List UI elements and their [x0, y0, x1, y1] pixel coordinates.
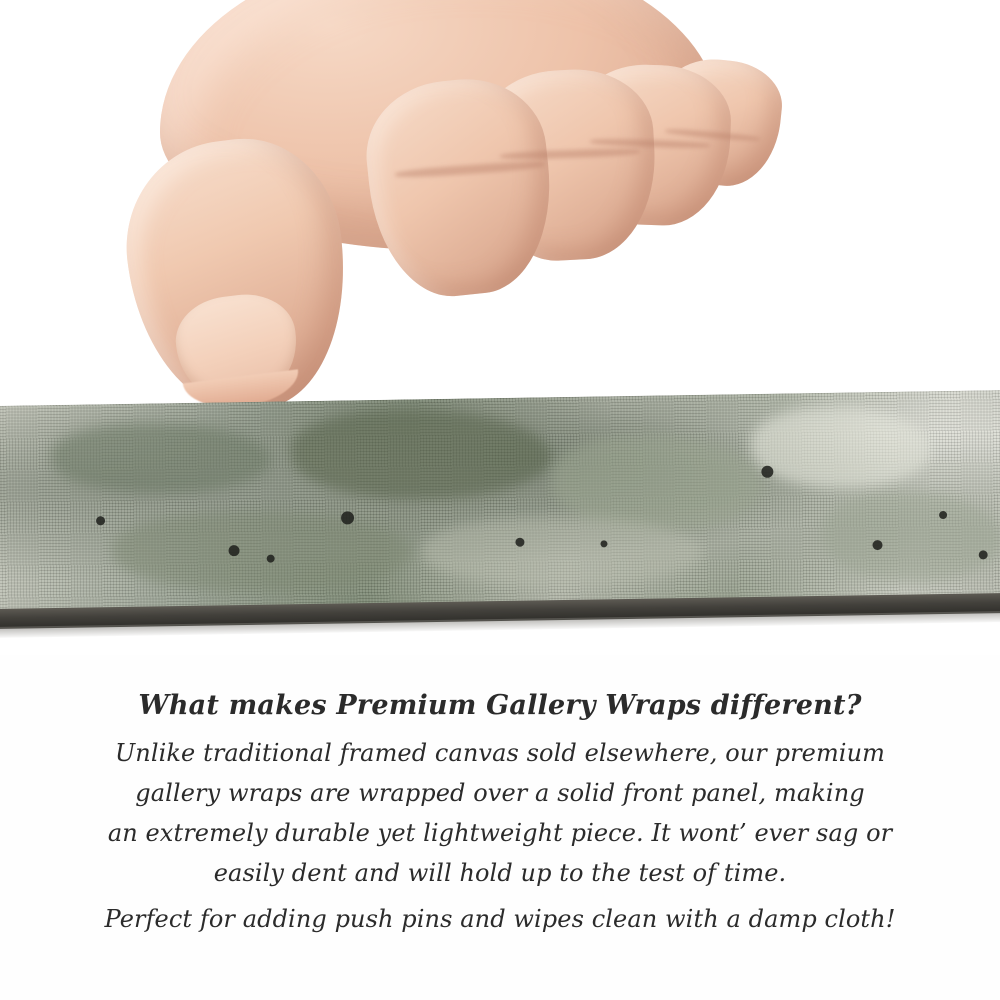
canvas-paint-patch	[822, 490, 1000, 583]
canvas-paint-patch	[750, 406, 931, 489]
caption-final-line: Perfect for adding push pins and wipes clean with a damp cloth!	[104, 905, 896, 933]
caption-line: easily dent and will hold up to the test of time.	[213, 859, 787, 887]
canvas-paint-patch	[51, 422, 272, 495]
canvas-speck	[600, 540, 607, 547]
caption-block	[0, 690, 1000, 939]
caption-line: gallery wraps are wrapped over a solid front panel, making	[135, 779, 865, 807]
canvas-speck	[96, 516, 105, 525]
caption-line: Unlike traditional framed canvas sold elsewhere, our premium	[114, 739, 885, 767]
caption-line: an extremely durable yet lightweight piece. It wont’ ever sag or	[107, 819, 893, 847]
canvas-speck	[515, 538, 524, 547]
gallery-wrap-canvas	[0, 390, 1000, 638]
canvas-speck	[872, 540, 882, 550]
canvas-speck	[939, 511, 947, 519]
canvas-speck	[761, 466, 773, 478]
canvas-speck	[267, 555, 275, 563]
canvas-paint-patch	[112, 509, 413, 594]
canvas-paint-patch	[290, 407, 551, 501]
hand-illustration	[120, 0, 740, 430]
caption-heading: What makes Premium Gallery Wraps different?	[138, 690, 862, 721]
canvas-print-surface	[0, 390, 1000, 611]
canvas-speck	[979, 550, 988, 559]
